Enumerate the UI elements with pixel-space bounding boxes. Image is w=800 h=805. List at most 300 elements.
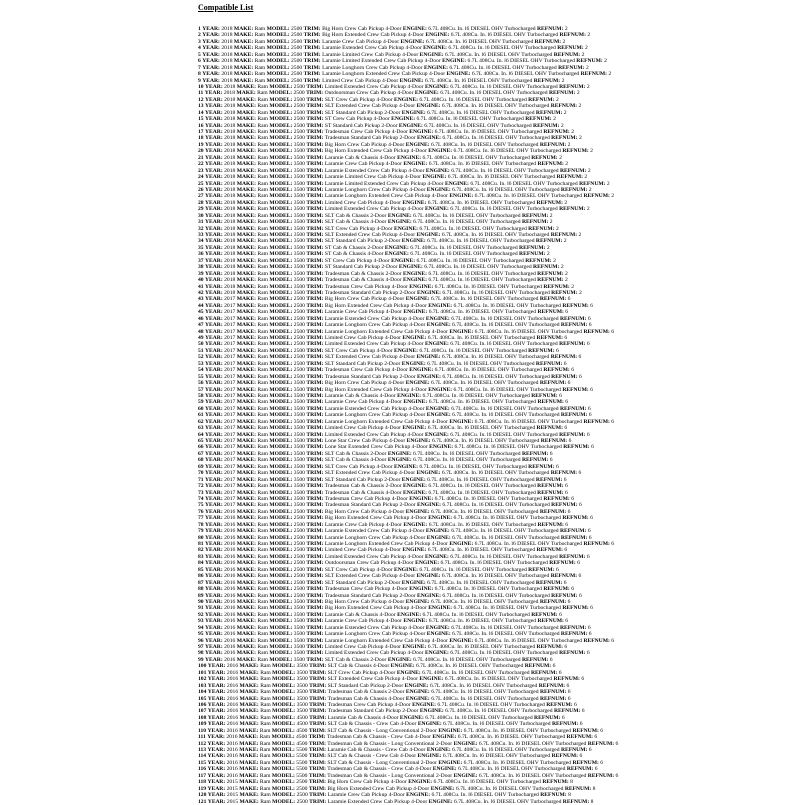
item-engine-label: ENGINE: xyxy=(405,689,430,696)
item-year-value: 2018 xyxy=(221,77,233,84)
item-refnum-label: REFNUM: xyxy=(533,77,561,84)
item-year-value: 2017 xyxy=(224,309,236,316)
item-num: 59 xyxy=(198,399,204,406)
item-refnum-label: REFNUM: xyxy=(559,405,587,412)
item-year-value: 2017 xyxy=(224,302,236,309)
item-refnum-label: REFNUM: xyxy=(562,798,590,805)
item-engine-label: ENGINE: xyxy=(416,354,441,361)
item-engine-label: ENGINE: xyxy=(453,772,478,779)
item-refnum-label: REFNUM: xyxy=(537,399,564,406)
item-make-value: Ram xyxy=(257,257,268,264)
item-trim-value: Big Horn Extended Crew Cab Pickup 4-Door xyxy=(324,386,427,393)
item-trim-value: Big Horn Crew Cab Pickup 4-Door xyxy=(327,779,407,786)
item-num: 103 xyxy=(198,682,207,689)
item-model-label: MODEL: xyxy=(269,553,293,560)
item-refnum-label: REFNUM: xyxy=(533,264,560,271)
item-refnum-value: 6 xyxy=(594,766,598,773)
item-engine-value: 6.7L 408Cu. In. l6 DIESEL OHV Turbocharged xyxy=(416,257,524,264)
item-engine-value: 6.7L 408Cu. In. l6 DIESEL OHV Turbocharged xyxy=(431,689,539,696)
item-refnum-value: 2 xyxy=(571,283,575,290)
item-model-label: MODEL: xyxy=(272,714,296,721)
item-year-value: 2016 xyxy=(226,740,238,747)
item-num: 75 xyxy=(198,502,204,509)
item-engine-value: 6.7L 408Cu. In. l6 DIESEL OHV Turbocharged xyxy=(431,438,540,444)
item-engine-label: ENGINE: xyxy=(402,547,427,554)
item-year-value: 2016 xyxy=(226,766,238,773)
item-refnum-label: REFNUM: xyxy=(551,289,578,296)
item-trim-value: SLT Standard Cab Pickup 2-Door xyxy=(324,238,401,245)
item-refnum-label: REFNUM: xyxy=(535,579,563,586)
item-year-value: 2016 xyxy=(224,618,236,625)
item-engine-value: 6.7L 408Cu. In. l6 DIESEL OHV Turbocharged xyxy=(450,341,558,348)
item-year-value: 2016 xyxy=(226,708,239,715)
item-num: 91 xyxy=(198,605,204,612)
item-year-value: 2016 xyxy=(226,753,238,760)
item-refnum-label: REFNUM: xyxy=(559,83,586,90)
item-make-label: MAKE: xyxy=(239,714,259,721)
item-num: 23 xyxy=(198,167,204,174)
item-model-value: 3500 xyxy=(293,495,305,502)
item-model-label: MODEL: xyxy=(271,753,295,760)
item-year-value: 2016 xyxy=(226,721,239,728)
item-trim-label: TRIM: xyxy=(306,154,324,161)
item-trim-value: Tradesman Cab & Chassis - Long Conventional 2-Door xyxy=(327,772,453,779)
item-year-label: YEAR: xyxy=(205,270,223,277)
item-make-value: Ram xyxy=(257,244,268,251)
item-year-label: YEAR: xyxy=(207,714,226,721)
item-trim-label: TRIM: xyxy=(306,598,324,605)
item-model-value: 3500 xyxy=(293,656,305,663)
item-model-label: MODEL: xyxy=(269,508,293,515)
item-year-value: 2016 xyxy=(224,560,236,567)
item-model-value: 3500 xyxy=(293,392,305,399)
item-num: 108 xyxy=(198,714,207,721)
item-model-value: 2500 xyxy=(293,322,305,329)
item-refnum-value: 6 xyxy=(549,457,553,464)
item-num: 39 xyxy=(198,270,204,277)
item-model-label: MODEL: xyxy=(269,270,293,277)
item-make-label: MAKE: xyxy=(239,676,259,683)
item-refnum-label: REFNUM: xyxy=(537,521,564,528)
item-refnum-value: 6 xyxy=(600,727,604,734)
item-make-label: MAKE: xyxy=(236,418,256,425)
item-engine-value: 6.7L 408Cu. In. l6 DIESEL OHV Turbocharged xyxy=(454,798,562,805)
item-year-value: 2016 xyxy=(224,644,236,650)
item-make-value: Ram xyxy=(257,605,268,612)
item-engine-label: ENGINE: xyxy=(403,618,428,625)
item-engine-value: 6.7L 408Cu. In. l6 DIESEL OHV Turbocharged xyxy=(413,450,521,457)
item-year-value: 2016 xyxy=(226,695,239,702)
item-engine-value: 6.7L 408Cu. In. l6 DIESEL OHV Turbocharged xyxy=(452,412,560,419)
item-year-label: YEAR: xyxy=(205,264,223,271)
item-year-value: 2017 xyxy=(224,444,236,451)
item-refnum-value: 6 xyxy=(581,676,585,683)
item-engine-label: ENGINE: xyxy=(403,277,427,284)
item-refnum-value: 2 xyxy=(586,83,590,90)
item-year-label: YEAR: xyxy=(205,566,223,573)
item-model-value: 2500 xyxy=(293,515,305,522)
item-make-label: MAKE: xyxy=(236,251,256,258)
item-trim-value: SLT Crew Cab Pickup 4-Door xyxy=(324,96,393,103)
item-engine-value: 6.7L 408Cu. In. l6 DIESEL OHV Turbocharged xyxy=(442,502,550,509)
item-year-label: YEAR: xyxy=(205,438,223,444)
item-refnum-value: 6 xyxy=(567,689,571,696)
item-refnum-value: 2 xyxy=(562,38,566,45)
item-trim-label: TRIM: xyxy=(306,560,324,567)
item-refnum-value: 2 xyxy=(585,64,589,71)
item-engine-value: 6.7L 408Cu. In. l6 DIESEL OHV Turbocharged xyxy=(413,212,521,219)
item-make-label: MAKE: xyxy=(236,109,256,116)
item-num: 49 xyxy=(198,335,204,341)
item-year-label: YEAR: xyxy=(205,592,223,599)
item-model-label: MODEL: xyxy=(266,64,290,71)
item-engine-label: ENGINE: xyxy=(401,360,426,367)
item-engine-value: 6.7L 408Cu. In. l6 DIESEL OHV Turbocharged xyxy=(419,347,527,354)
item-make-label: MAKE: xyxy=(236,309,256,316)
item-make-label: MAKE: xyxy=(236,431,256,438)
item-year-value: 2018 xyxy=(224,257,236,264)
item-refnum-label: REFNUM: xyxy=(572,727,599,734)
item-engine-label: ENGINE: xyxy=(417,753,442,760)
item-refnum-label: REFNUM: xyxy=(551,502,578,509)
item-trim-value: SLT Cab & Chassis 2-Door xyxy=(324,450,387,457)
item-make-label: MAKE: xyxy=(236,605,256,612)
item-year-value: 2016 xyxy=(224,586,236,593)
item-model-value: 2500 xyxy=(290,64,303,71)
item-make-value: Ram xyxy=(259,785,271,792)
item-trim-label: TRIM: xyxy=(306,431,324,438)
item-year-label: YEAR: xyxy=(205,399,223,406)
item-refnum-value: 6 xyxy=(565,309,569,316)
item-num: 76 xyxy=(198,508,204,515)
item-engine-value: 6.7L 408Cu. In. l6 DIESEL OHV Turbocharged xyxy=(451,167,559,174)
item-year-value: 2015 xyxy=(226,785,238,792)
item-engine-label: ENGINE: xyxy=(449,193,474,200)
item-trim-value: Limited Extended Crew Cab Pickup 4-Door xyxy=(324,553,424,560)
item-refnum-label: REFNUM: xyxy=(536,547,563,554)
item-make-label: MAKE: xyxy=(236,277,256,284)
item-refnum-value: 6 xyxy=(579,721,583,728)
item-year-label: YEAR: xyxy=(202,64,220,71)
item-year-value: 2016 xyxy=(226,676,239,683)
item-model-value: 2500 xyxy=(293,296,305,303)
item-make-value: Ram xyxy=(260,701,271,708)
item-trim-value: Tradesman Standard Cab Pickup 2-Door xyxy=(324,289,416,296)
item-refnum-label: REFNUM: xyxy=(536,425,563,432)
item-make-value: Ram xyxy=(257,592,268,599)
item-refnum-value: 2 xyxy=(565,270,568,277)
item-refnum-label: REFNUM: xyxy=(536,644,563,650)
item-engine-label: ENGINE: xyxy=(397,392,422,399)
item-refnum-label: REFNUM: xyxy=(579,180,606,187)
item-year-label: YEAR: xyxy=(205,96,223,103)
item-engine-label: ENGINE: xyxy=(414,90,439,97)
item-trim-value: Limited Crew Cab Pickup 4-Door xyxy=(324,644,401,650)
item-year-value: 2017 xyxy=(224,418,236,425)
item-refnum-label: REFNUM: xyxy=(539,695,567,702)
item-model-label: MODEL: xyxy=(269,502,293,509)
item-trim-label: TRIM: xyxy=(308,759,326,766)
item-year-value: 2018 xyxy=(224,244,236,251)
item-trim-label: TRIM: xyxy=(309,701,327,708)
item-trim-label: TRIM: xyxy=(306,109,324,116)
item-engine-value: 6.7L 408Cu. In. l6 DIESEL OHV Turbocharged xyxy=(451,624,559,631)
item-num: 121 xyxy=(198,798,207,805)
item-refnum-label: REFNUM: xyxy=(550,470,578,477)
item-engine-value: 6.7L 408Cu. In. l6 DIESEL OHV Turbocharged xyxy=(450,206,558,213)
item-trim-value: Limited Extended Crew Cab Pickup 4-Door xyxy=(324,206,424,213)
item-make-label: MAKE: xyxy=(236,547,256,554)
item-trim-label: TRIM: xyxy=(303,58,321,65)
item-engine-label: ENGINE: xyxy=(405,695,430,702)
item-year-label: YEAR: xyxy=(207,747,226,753)
item-model-value: 3500 xyxy=(293,470,305,477)
item-year-value: 2018 xyxy=(224,116,236,123)
item-make-label: MAKE: xyxy=(236,360,256,367)
item-num: 119 xyxy=(198,785,207,792)
item-num: 15 xyxy=(198,116,204,123)
item-model-label: MODEL: xyxy=(272,676,296,683)
item-model-value: 2500 xyxy=(293,566,305,573)
item-model-value: 2500 xyxy=(293,90,305,97)
item-refnum-label: REFNUM: xyxy=(521,656,549,663)
item-engine-value: 6.7L 408Cu. In. l6 DIESEL OHV Turbocharged xyxy=(427,476,535,483)
item-engine-label: ENGINE: xyxy=(449,418,474,425)
item-model-label: MODEL: xyxy=(269,560,293,567)
item-trim-label: TRIM: xyxy=(306,534,324,541)
item-refnum-value: 2 xyxy=(564,26,568,32)
item-trim-value: Laramie Longhorn Crew Cab Pickup 4-Door xyxy=(324,534,426,541)
item-refnum-value: 8 xyxy=(590,798,594,805)
item-year-label: YEAR: xyxy=(205,109,223,116)
item-num: 6 xyxy=(198,58,201,65)
item-year-label: YEAR: xyxy=(207,740,226,747)
item-make-value: Ram xyxy=(257,116,268,123)
item-year-value: 2016 xyxy=(224,508,236,515)
item-make-value: Ram xyxy=(257,541,268,547)
item-trim-label: TRIM: xyxy=(306,489,324,496)
item-model-label: MODEL: xyxy=(269,116,293,123)
item-year-label: YEAR: xyxy=(205,360,223,367)
item-engine-label: ENGINE: xyxy=(426,412,451,419)
item-model-value: 2500 xyxy=(293,592,305,599)
item-num: 94 xyxy=(198,624,204,631)
item-year-label: YEAR: xyxy=(202,45,220,52)
item-refnum-value: 6 xyxy=(578,373,582,380)
item-trim-value: Laramie Crew Cab Pickup 4-Door xyxy=(324,161,402,168)
item-trim-label: TRIM: xyxy=(306,289,324,296)
item-trim-label: TRIM: xyxy=(303,32,321,39)
item-trim-label: TRIM: xyxy=(303,64,321,71)
item-make-label: MAKE: xyxy=(233,32,254,39)
item-trim-label: TRIM: xyxy=(306,386,324,393)
item-model-value: 3500 xyxy=(293,412,305,419)
item-make-label: MAKE: xyxy=(236,566,256,573)
item-make-value: Ram xyxy=(257,289,268,296)
item-make-value: Ram xyxy=(257,644,268,650)
item-trim-value: ST Standard Cab Pickup 2-Door xyxy=(324,264,398,271)
item-refnum-value: 6 xyxy=(586,341,590,348)
item-trim-label: TRIM: xyxy=(309,669,327,676)
item-model-value: 3500 xyxy=(293,425,305,432)
item-make-value: Ram xyxy=(257,483,268,490)
item-model-label: MODEL: xyxy=(269,656,293,663)
item-make-value: Ram xyxy=(254,26,266,32)
item-refnum-value: 6 xyxy=(555,347,559,354)
item-model-label: MODEL: xyxy=(269,495,293,502)
item-engine-value: 6.7L 408Cu. In. l6 DIESEL OHV Turbocharged xyxy=(429,682,538,689)
item-make-label: MAKE: xyxy=(236,186,256,193)
item-engine-label: ENGINE: xyxy=(394,96,418,103)
item-engine-label: ENGINE: xyxy=(403,521,428,528)
item-refnum-value: 6 xyxy=(571,367,575,374)
item-model-label: MODEL: xyxy=(269,174,293,181)
item-refnum-label: REFNUM: xyxy=(535,238,563,245)
item-make-value: Ram xyxy=(260,669,271,676)
item-year-value: 2018 xyxy=(224,277,236,284)
item-refnum-value: 6 xyxy=(578,592,582,599)
item-engine-label: ENGINE: xyxy=(401,109,426,116)
item-trim-label: TRIM: xyxy=(306,219,324,226)
item-year-label: YEAR: xyxy=(205,656,223,663)
item-make-value: Ram xyxy=(259,747,271,753)
item-num: 112 xyxy=(198,740,207,747)
item-model-label: MODEL: xyxy=(269,193,293,200)
item-engine-label: ENGINE: xyxy=(403,399,428,406)
item-refnum-label: REFNUM: xyxy=(537,483,564,490)
item-refnum-value: 6 xyxy=(563,360,567,367)
item-trim-value: Laramie Longhorn Crew Cab Pickup 4-Door xyxy=(322,64,423,71)
item-make-label: MAKE: xyxy=(239,779,259,786)
item-num: 55 xyxy=(198,373,204,380)
item-refnum-label: REFNUM: xyxy=(539,380,567,387)
item-trim-label: TRIM: xyxy=(306,380,324,387)
item-model-value: 2500 xyxy=(293,560,305,567)
item-num: 5 xyxy=(198,51,201,58)
item-refnum-value: 6 xyxy=(578,502,582,509)
item-model-label: MODEL: xyxy=(269,592,293,599)
item-year-value: 2016 xyxy=(226,734,238,741)
item-make-label: MAKE: xyxy=(236,560,256,567)
item-trim-label: TRIM: xyxy=(306,141,324,148)
item-trim-value: Laramie Longhorn Crew Cab Pickup 4-Door xyxy=(324,322,426,329)
item-engine-label: ENGINE: xyxy=(384,251,409,258)
item-refnum-label: REFNUM: xyxy=(559,315,587,322)
item-refnum-value: 2 xyxy=(563,109,567,116)
item-model-label: MODEL: xyxy=(269,534,293,541)
item-make-value: Ram xyxy=(257,283,268,290)
item-make-label: MAKE: xyxy=(236,444,256,451)
item-model-value: 3500 xyxy=(293,289,305,296)
item-trim-value: Laramie Cab & Chassis 4-Door xyxy=(324,392,396,399)
item-year-value: 2016 xyxy=(224,547,236,554)
item-year-label: YEAR: xyxy=(205,386,223,393)
item-trim-label: TRIM: xyxy=(306,521,324,528)
item-year-label: YEAR: xyxy=(205,579,223,586)
item-trim-value: SLT Standard Cab Pickup 2-Door xyxy=(324,476,401,483)
item-trim-value: Laramie Crew Cab Pickup 4-Door xyxy=(324,618,402,625)
item-make-value: Ram xyxy=(257,573,268,580)
item-model-value: 3500 xyxy=(296,689,308,696)
item-trim-label: TRIM: xyxy=(309,792,327,799)
item-make-label: MAKE: xyxy=(236,573,256,580)
item-model-label: MODEL: xyxy=(266,32,290,39)
item-make-value: Ram xyxy=(257,380,268,387)
item-engine-label: ENGINE: xyxy=(399,714,424,721)
item-refnum-value: 6 xyxy=(578,354,582,361)
item-make-value: Ram xyxy=(257,444,268,451)
item-model-label: MODEL: xyxy=(272,663,296,670)
item-year-value: 2017 xyxy=(224,347,236,354)
item-make-value: Ram xyxy=(257,502,268,509)
item-year-label: YEAR: xyxy=(207,779,226,786)
item-trim-label: TRIM: xyxy=(306,579,324,586)
item-num: 2 xyxy=(198,32,201,39)
item-year-value: 2018 xyxy=(224,167,236,174)
item-refnum-value: 6 xyxy=(591,444,594,451)
item-model-label: MODEL: xyxy=(272,798,296,805)
item-year-value: 2017 xyxy=(224,341,236,348)
item-year-label: YEAR: xyxy=(205,148,223,155)
item-engine-label: ENGINE: xyxy=(449,328,474,335)
item-engine-value: 6.7L 408Cu. In. l6 DIESEL OHV Turbocharged xyxy=(413,656,521,663)
item-engine-value: 6.7L 408Cu. In. l6 DIESEL OHV Turbocharged xyxy=(427,238,535,245)
item-year-label: YEAR: xyxy=(207,759,226,766)
item-num: 97 xyxy=(198,644,204,650)
item-make-value: Ram xyxy=(259,734,271,741)
item-engine-value: 6.7L 408Cu. In. l6 DIESEL OHV Turbocharged xyxy=(427,547,536,554)
item-trim-label: TRIM: xyxy=(306,373,324,380)
item-make-label: MAKE: xyxy=(236,463,256,470)
item-refnum-label: REFNUM: xyxy=(557,45,584,52)
item-num: 12 xyxy=(198,96,204,103)
item-make-label: MAKE: xyxy=(239,708,259,715)
item-refnum-value: 6 xyxy=(587,624,591,631)
item-year-value: 2018 xyxy=(224,180,236,187)
item-model-value: 3500 xyxy=(296,669,308,676)
item-num: 42 xyxy=(198,289,204,296)
item-engine-value: 6.7L 408Cu. In. l6 DIESEL OHV Turbocharged xyxy=(441,354,550,361)
item-model-value: 3500 xyxy=(293,637,305,644)
item-refnum-value: 6 xyxy=(586,650,590,657)
item-year-label: YEAR: xyxy=(205,573,223,580)
item-make-label: MAKE: xyxy=(236,148,256,155)
item-year-label: YEAR: xyxy=(205,206,223,213)
item-num: 30 xyxy=(198,212,204,219)
item-refnum-label: REFNUM: xyxy=(535,109,563,116)
item-year-label: YEAR: xyxy=(202,71,220,78)
item-model-value: 2500 xyxy=(293,116,305,123)
item-trim-value: ST Standard Cab Pickup 2-Door xyxy=(324,122,398,129)
item-year-label: YEAR: xyxy=(205,322,223,329)
item-year-label: YEAR: xyxy=(205,347,223,354)
item-refnum-value: 6 xyxy=(565,483,568,490)
item-make-value: Ram xyxy=(257,425,268,432)
item-year-label: YEAR: xyxy=(205,489,223,496)
item-engine-value: 6.7L 408Cu. In. l6 DIESEL OHV Turbocharged xyxy=(451,405,559,412)
item-make-label: MAKE: xyxy=(233,26,254,32)
item-refnum-label: REFNUM: xyxy=(550,232,578,238)
item-engine-value: 6.7L 408Cu. In. l6 DIESEL OHV Turbocharged xyxy=(425,38,534,45)
item-trim-value: SLT Cab & Chassis - Long Conventional 2-Door xyxy=(327,727,437,734)
item-year-label: YEAR: xyxy=(205,392,223,399)
item-engine-value: 6.7L 408Cu. In. l6 DIESEL OHV Turbocharged xyxy=(424,77,533,84)
item-model-value: 4500 xyxy=(296,721,308,728)
item-make-label: MAKE: xyxy=(239,747,259,753)
item-year-label: YEAR: xyxy=(205,335,223,341)
item-num: 77 xyxy=(198,515,204,522)
item-model-value: 3500 xyxy=(293,650,305,657)
